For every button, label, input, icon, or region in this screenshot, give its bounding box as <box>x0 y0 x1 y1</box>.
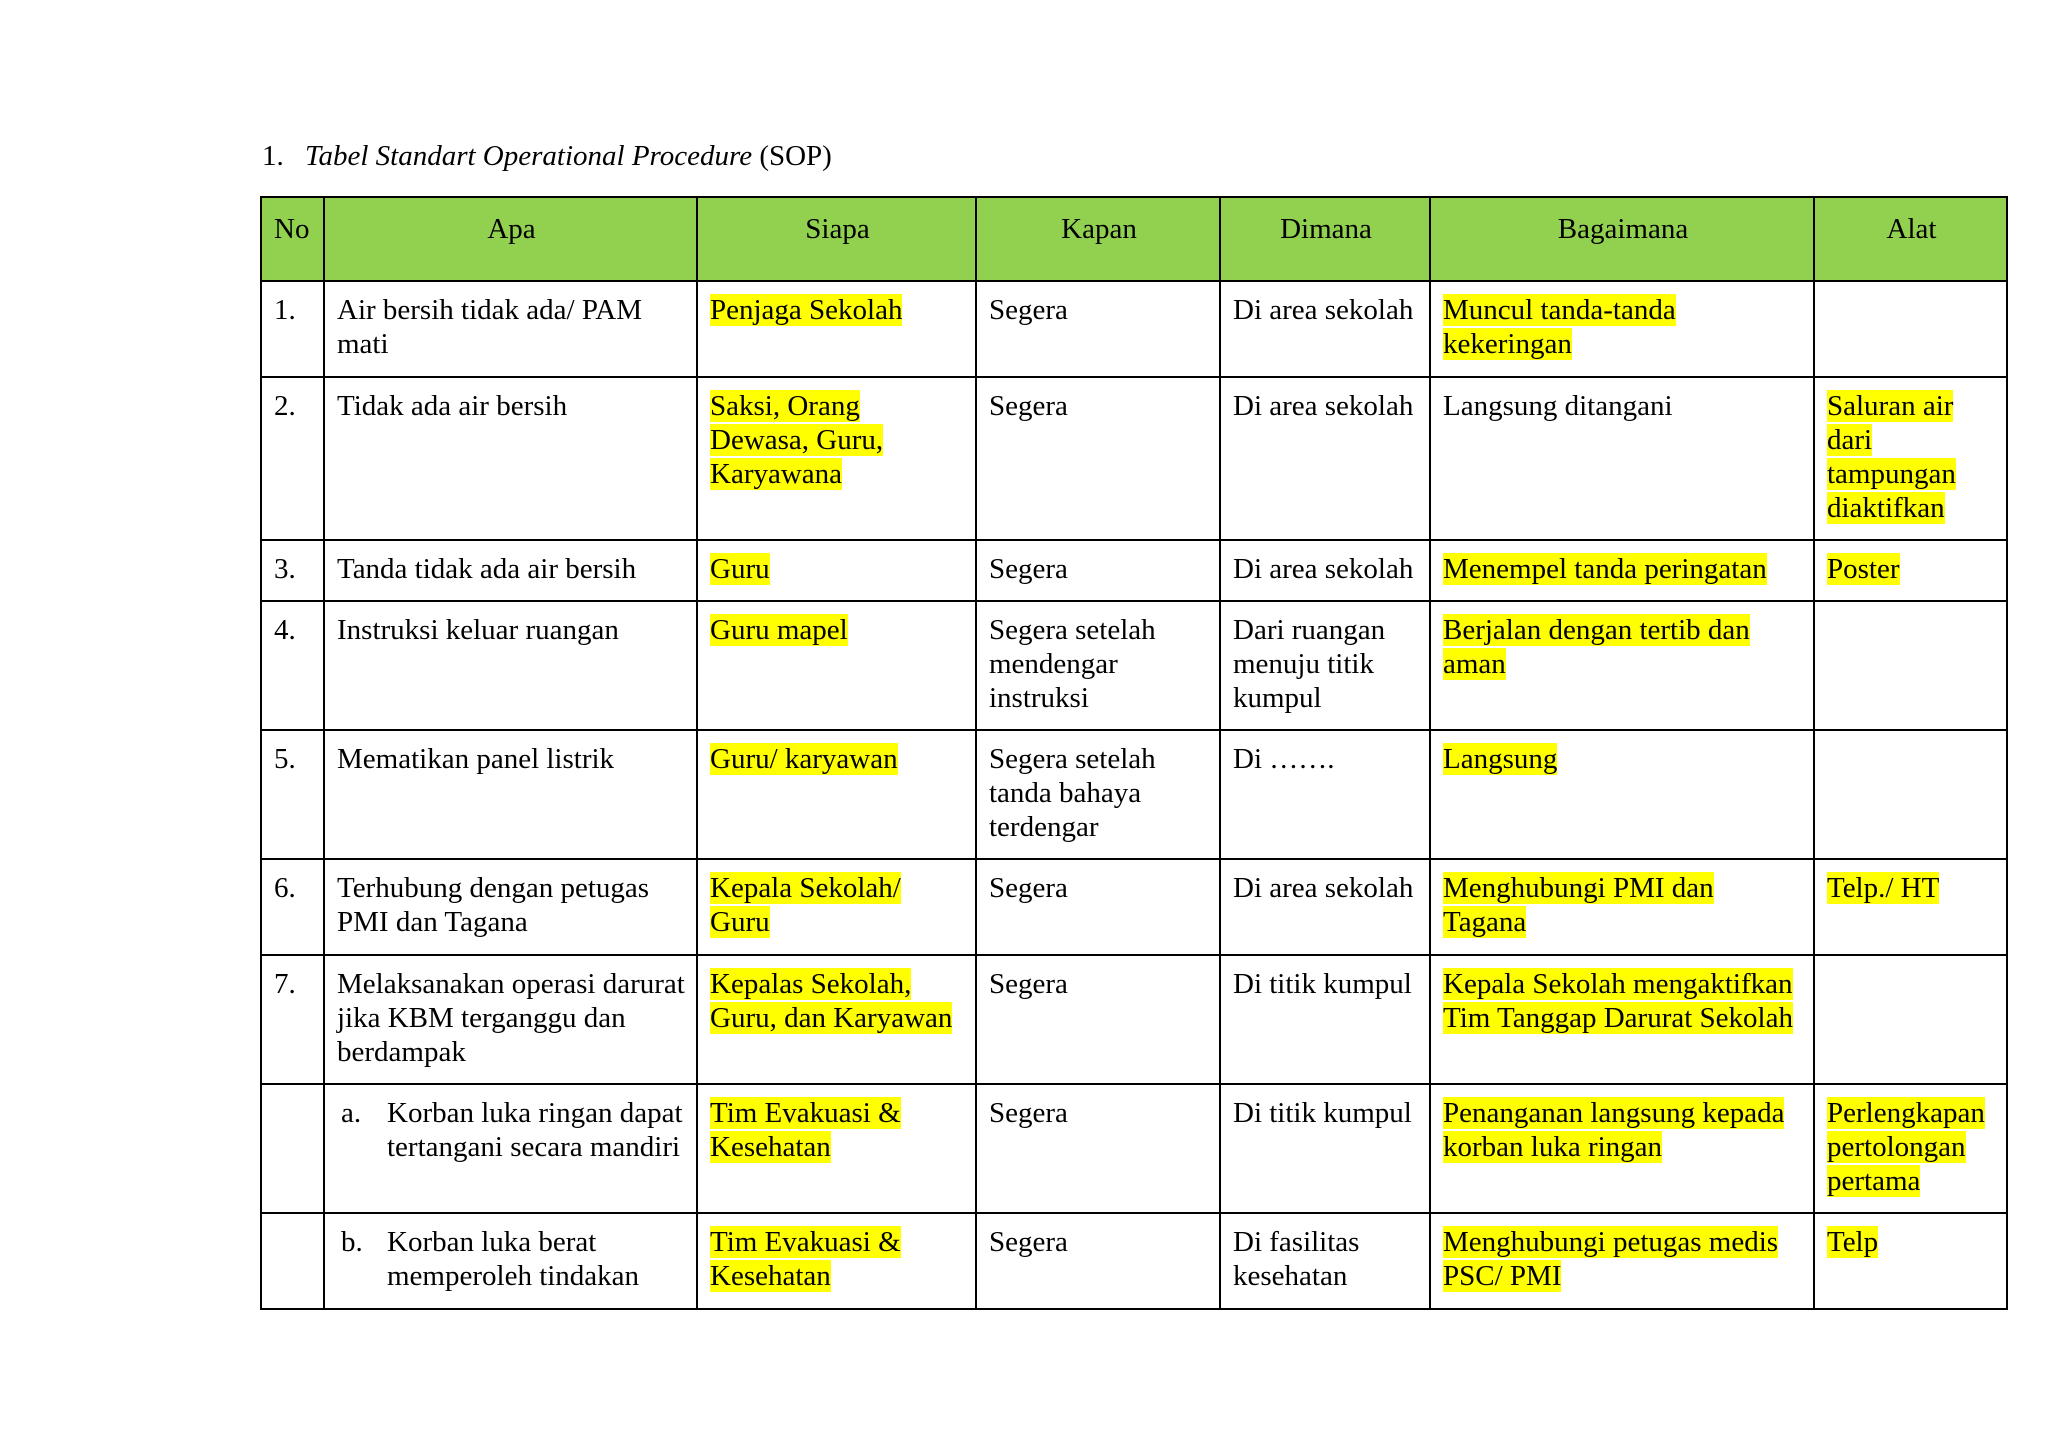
header-siapa: Siapa <box>697 197 976 281</box>
cell-no: 6. <box>261 859 324 955</box>
highlighted-text: Kepala Sekolah mengaktifkan Tim Tanggap Darurat Sekolah <box>1443 968 1793 1034</box>
header-apa: Apa <box>324 197 697 281</box>
cell-no: 7. <box>261 955 324 1084</box>
cell-bagaimana: Langsung ditangani <box>1430 377 1814 540</box>
cell-siapa <box>697 955 976 1084</box>
cell-dimana: Di area sekolah <box>1220 281 1430 377</box>
cell-dimana: Di titik kumpul <box>1220 1084 1430 1213</box>
highlighted-text: Kepala Sekolah/ Guru <box>710 872 901 938</box>
cell-dimana: Di area sekolah <box>1220 540 1430 601</box>
highlighted-text: Guru <box>710 553 770 585</box>
cell-alat <box>1814 1213 2007 1309</box>
cell-siapa <box>697 377 976 540</box>
cell-dimana: Di titik kumpul <box>1220 955 1430 1084</box>
cell-bagaimana <box>1430 730 1814 859</box>
highlighted-text: Berjalan dengan tertib dan aman <box>1443 614 1750 680</box>
highlighted-text: Poster <box>1827 553 1900 585</box>
table-row <box>261 540 2007 601</box>
table-row <box>261 377 2007 540</box>
sub-item-letter: a. <box>341 1097 362 1129</box>
cell-kapan: Segera <box>976 1213 1220 1309</box>
cell-alat <box>1814 601 2007 730</box>
cell-apa: Instruksi keluar ruangan <box>324 601 697 730</box>
sop-table <box>260 196 2008 1310</box>
highlighted-text: Penanganan langsung kepada korban luka ringan <box>1443 1097 1785 1163</box>
cell-bagaimana <box>1430 1084 1814 1213</box>
section-heading <box>262 136 832 176</box>
cell-apa: Mematikan panel listrik <box>324 730 697 859</box>
cell-apa: Air bersih tidak ada/ PAM mati <box>324 281 697 377</box>
cell-no: 4. <box>261 601 324 730</box>
highlighted-text: Langsung <box>1443 743 1558 775</box>
cell-siapa <box>697 540 976 601</box>
cell-dimana: Dari ruangan menuju titik kumpul <box>1220 601 1430 730</box>
cell-apa: Tanda tidak ada air bersih <box>324 540 697 601</box>
cell-no <box>261 1213 324 1309</box>
table-row <box>261 955 2007 1084</box>
cell-no: 5. <box>261 730 324 859</box>
cell-bagaimana <box>1430 540 1814 601</box>
table-row <box>261 859 2007 955</box>
cell-alat <box>1814 955 2007 1084</box>
table-subrow <box>261 1213 2007 1309</box>
cell-apa <box>324 1084 697 1213</box>
highlighted-text: Guru mapel <box>710 614 848 646</box>
cell-dimana: Di area sekolah <box>1220 377 1430 540</box>
cell-kapan: Segera <box>976 281 1220 377</box>
highlighted-text: Saksi, Orang Dewasa, Guru, Karyawana <box>710 390 884 490</box>
highlighted-text: Saluran air dari tampungan diaktifkan <box>1827 390 1956 524</box>
cell-siapa <box>697 281 976 377</box>
highlighted-text: Menempel tanda peringatan <box>1443 553 1767 585</box>
cell-apa <box>324 1213 697 1309</box>
table-row <box>261 281 2007 377</box>
cell-kapan: Segera <box>976 955 1220 1084</box>
cell-siapa <box>697 859 976 955</box>
cell-no <box>261 1084 324 1213</box>
highlighted-text: Tim Evakuasi & Kesehatan <box>710 1226 901 1292</box>
sub-item <box>337 1225 686 1293</box>
cell-kapan: Segera setelah mendengar instruksi <box>976 601 1220 730</box>
highlighted-text: Penjaga Sekolah <box>710 294 903 326</box>
heading-number: 1. <box>262 140 284 172</box>
cell-siapa <box>697 730 976 859</box>
highlighted-text: Telp./ HT <box>1827 872 1940 904</box>
highlighted-text: Tim Evakuasi & Kesehatan <box>710 1097 901 1163</box>
sub-item <box>337 1096 686 1164</box>
highlighted-text: Telp <box>1827 1226 1879 1258</box>
cell-bagaimana <box>1430 1213 1814 1309</box>
header-bagaimana: Bagaimana <box>1430 197 1814 281</box>
cell-alat <box>1814 540 2007 601</box>
table-row <box>261 730 2007 859</box>
header-no: No <box>261 197 324 281</box>
highlighted-text: Menghubungi petugas medis PSC/ PMI <box>1443 1226 1779 1292</box>
cell-no: 1. <box>261 281 324 377</box>
heading-title-italic: Tabel Standart Operational Procedure <box>305 140 753 172</box>
cell-alat <box>1814 859 2007 955</box>
sub-item-letter: b. <box>341 1226 363 1258</box>
highlighted-text: Muncul tanda-tanda kekeringan <box>1443 294 1676 360</box>
table-subrow <box>261 1084 2007 1213</box>
cell-apa: Tidak ada air bersih <box>324 377 697 540</box>
table-header-row <box>261 197 2007 281</box>
cell-alat <box>1814 377 2007 540</box>
cell-kapan: Segera setelah tanda bahaya terdengar <box>976 730 1220 859</box>
header-kapan: Kapan <box>976 197 1220 281</box>
cell-dimana: Di ……. <box>1220 730 1430 859</box>
cell-kapan: Segera <box>976 540 1220 601</box>
cell-siapa <box>697 1084 976 1213</box>
header-alat: Alat <box>1814 197 2007 281</box>
highlighted-text: Menghubungi PMI dan Tagana <box>1443 872 1714 938</box>
cell-bagaimana <box>1430 859 1814 955</box>
cell-bagaimana <box>1430 955 1814 1084</box>
cell-kapan: Segera <box>976 859 1220 955</box>
cell-kapan: Segera <box>976 1084 1220 1213</box>
cell-bagaimana <box>1430 601 1814 730</box>
highlighted-text: Guru/ karyawan <box>710 743 898 775</box>
sub-item-text: Korban luka berat memperoleh tindakan <box>387 1226 640 1292</box>
header-dimana: Dimana <box>1220 197 1430 281</box>
highlighted-text: Perlengkapan pertolongan pertama <box>1827 1097 1985 1197</box>
cell-bagaimana <box>1430 281 1814 377</box>
table-row <box>261 601 2007 730</box>
cell-alat <box>1814 730 2007 859</box>
cell-no: 3. <box>261 540 324 601</box>
cell-no: 2. <box>261 377 324 540</box>
highlighted-text: Kepalas Sekolah, Guru, dan Karyawan <box>710 968 953 1034</box>
cell-siapa <box>697 601 976 730</box>
cell-dimana: Di fasilitas kesehatan <box>1220 1213 1430 1309</box>
cell-kapan: Segera <box>976 377 1220 540</box>
cell-apa: Melaksanakan operasi darurat jika KBM terganggu dan berdampak <box>324 955 697 1084</box>
cell-apa: Terhubung dengan petugas PMI dan Tagana <box>324 859 697 955</box>
cell-alat <box>1814 1084 2007 1213</box>
cell-siapa <box>697 1213 976 1309</box>
cell-alat <box>1814 281 2007 377</box>
heading-title-suffix: (SOP) <box>759 140 832 172</box>
sub-item-text: Korban luka ringan dapat tertangani secara mandiri <box>387 1097 683 1163</box>
cell-dimana: Di area sekolah <box>1220 859 1430 955</box>
